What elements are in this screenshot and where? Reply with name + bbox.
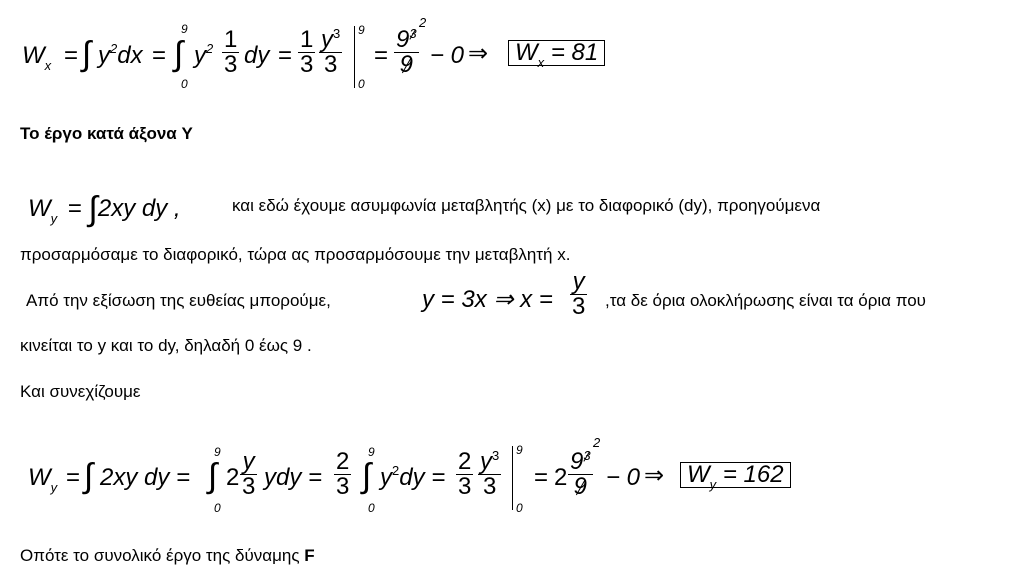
minus-zero: − 0 [430, 42, 465, 69]
eq4-2xydy: 2xy dy = [100, 464, 191, 491]
paragraph-6 [20, 546, 315, 566]
lower-limit: 0 [181, 77, 188, 91]
upper-limit: 9 [214, 445, 221, 459]
eq4-equals: = [534, 464, 549, 491]
eq1-equals-4: = [374, 42, 389, 69]
fraction-9-9: $\frac{93}{9}$ [396, 26, 417, 78]
fraction-2-3b: $\frac{2}{3}$ [458, 448, 472, 500]
integral-sign: ∫ [84, 457, 94, 495]
eq1-equals: = [64, 42, 79, 69]
integral-sign: ∫ [208, 457, 218, 495]
result-box-wx: $W_x = 81$ [508, 40, 605, 66]
eq1-w: $W_x$ [22, 42, 52, 73]
eq1-equals-2: = [152, 42, 167, 69]
eq1-y2: $y^2$ [194, 41, 214, 69]
integral-sign: ∫ [82, 35, 92, 73]
eq1-equals-3: = [278, 42, 293, 69]
fraction-1-3b: $\frac{1}{3}$ [300, 26, 314, 78]
eq4-coef: 2 [554, 464, 568, 491]
fraction-2-3: $\frac{2}{3}$ [336, 448, 350, 500]
paragraph-2: προσαρμόσαμε το διαφορικό, τώρα ας προσαρμόσουμε την μεταβλητή x. [20, 245, 571, 264]
eq4-w: $W_y$ [28, 464, 58, 495]
fraction-y3-3: $\frac{y^3}{3}$ [480, 448, 500, 500]
evaluation-bar [354, 26, 355, 88]
eq1-y2dx: $y^2dx$ [98, 41, 143, 69]
eval-upper: 9 [516, 443, 523, 457]
fraction-1-3: $\frac{1}{3}$ [224, 26, 238, 78]
fraction-9-9: $\frac{93}{9}$ [570, 448, 591, 500]
eq1-dy: dy [244, 42, 270, 69]
paragraph-3-end: ,τα δε όρια ολοκλήρωσης είναι τα όρια που [605, 291, 926, 310]
eq4-y2dy: $y^2dy$ = [380, 463, 446, 491]
result-box-wy: $W_y = 162$ [680, 462, 791, 488]
heading-work-y: Το έργο κατά άξονα Y [20, 124, 193, 143]
lower-limit: 0 [214, 501, 221, 515]
fraction-y3-3: $\frac{y^3}{3}$ [321, 26, 341, 78]
lower-limit-2: 0 [368, 501, 375, 515]
fraction-y-3: $\frac{y}{3}$ [572, 268, 586, 320]
new-exponent: 2 [593, 435, 601, 450]
fraction-y-3: $\frac{y}{3}$ [242, 448, 256, 500]
new-exponent: 2 [419, 15, 427, 30]
paragraph-1: και εδώ έχουμε ασυμφωνία μεταβλητής (x) με το διαφορικό (dy), προηγούμενα [232, 196, 821, 215]
implies-arrow: ⇒ [468, 40, 489, 67]
integral-sign: ∫ [174, 35, 184, 73]
equation-line: y = 3x ⇒ x = [422, 286, 553, 313]
eval-lower: 0 [516, 501, 523, 515]
force-symbol: F [304, 546, 315, 565]
eq4-two: 2 [226, 464, 240, 491]
eval-lower: 0 [358, 77, 365, 91]
minus-zero: − 0 [606, 464, 641, 491]
paragraph-5: Και συνεχίζουμε [20, 382, 141, 401]
paragraph-6-text: Οπότε το συνολικό έργο της δύναμης [20, 546, 300, 565]
paragraph-3-start: Από την εξίσωση της ευθείας μπορούμε, [26, 291, 331, 310]
implies-arrow: ⇒ [644, 462, 665, 489]
upper-limit: 9 [181, 22, 188, 36]
eq4-ydy: ydy = [264, 464, 323, 491]
evaluation-bar [512, 446, 513, 510]
upper-limit-2: 9 [368, 445, 375, 459]
integral-sign: ∫ [362, 457, 372, 495]
equation-wy-short: $W_y = \int 2xy$ dy , [28, 190, 181, 228]
paragraph-4: κινείται το y και το dy, δηλαδή 0 έως 9 . [20, 336, 312, 355]
eval-upper: 9 [358, 23, 365, 37]
